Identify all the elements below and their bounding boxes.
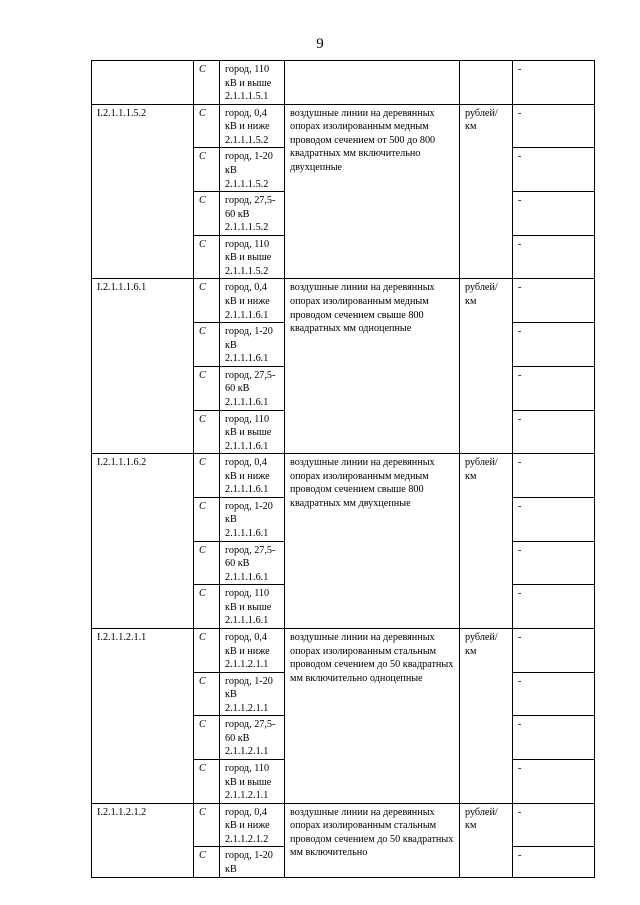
value-cell: - [513,410,595,454]
tariff-table [91,60,595,878]
value-cell: - [513,148,595,192]
unit-cell: рублей/км [460,454,513,629]
category-cell: С [194,410,220,454]
table-row [92,279,595,323]
unit-cell: рублей/км [460,803,513,877]
territory-cell: город, 1-20 кВ 2.1.1.1.6.1 [220,323,285,367]
code-cell: I.2.1.1.1.6.1 [92,279,194,454]
table-row [92,803,595,847]
unit-cell: рублей/км [460,104,513,279]
value-cell: - [513,541,595,585]
category-cell: С [194,803,220,847]
description-cell: воздушные линии на деревянных опорах изолированным медным проводом сечением от 500 до 800 квадратных мм включительно двухцепные [285,104,460,279]
table-row [92,104,595,148]
description-cell: воздушные линии на деревянных опорах изолированным медным проводом сечением свыше 800 квадратных мм двухцепные [285,454,460,629]
description-cell: воздушные линии на деревянных опорах изолированным медным проводом сечением свыше 800 квадратных мм одноцепные [285,279,460,454]
value-cell: - [513,847,595,877]
table-row [92,628,595,672]
category-cell: С [194,148,220,192]
value-cell: - [513,323,595,367]
territory-cell: город, 0,4 кВ и ниже 2.1.1.1.6.1 [220,279,285,323]
table-row [92,454,595,498]
category-cell: С [194,235,220,279]
category-cell: С [194,541,220,585]
description-cell: воздушные линии на деревянных опорах изолированным стальным проводом сечением до 50 квадратных мм включительно одноцепные [285,628,460,803]
category-cell: С [194,454,220,498]
value-cell: - [513,104,595,148]
territory-cell: город, 27,5-60 кВ 2.1.1.1.6.1 [220,541,285,585]
category-cell: С [194,366,220,410]
category-cell: С [194,628,220,672]
territory-cell: город, 1-20 кВ 2.1.1.1.6.1 [220,497,285,541]
value-cell: - [513,454,595,498]
code-cell [92,61,194,105]
territory-cell: город, 1-20 кВ [220,847,285,877]
value-cell: - [513,803,595,847]
territory-cell: город, 0,4 кВ и ниже 2.1.1.2.1.1 [220,628,285,672]
page-number: 9 [316,36,324,52]
description-cell [285,61,460,105]
value-cell: - [513,672,595,716]
territory-cell: город, 110 кВ и выше 2.1.1.1.6.1 [220,585,285,629]
code-cell: I.2.1.1.2.1.1 [92,628,194,803]
territory-cell: город, 110 кВ и выше 2.1.1.1.5.1 [220,61,285,105]
value-cell: - [513,716,595,760]
category-cell: С [194,104,220,148]
value-cell: - [513,760,595,804]
code-cell: I.2.1.1.1.6.2 [92,454,194,629]
code-cell: I.2.1.1.1.5.2 [92,104,194,279]
category-cell: С [194,716,220,760]
value-cell: - [513,366,595,410]
territory-cell: город, 110 кВ и выше 2.1.1.1.5.2 [220,235,285,279]
category-cell: С [194,760,220,804]
unit-cell [460,61,513,105]
value-cell: - [513,497,595,541]
value-cell: - [513,192,595,236]
category-cell: С [194,847,220,877]
table-body [92,61,595,878]
unit-cell: рублей/км [460,628,513,803]
territory-cell: город, 0,4 кВ и ниже 2.1.1.1.5.2 [220,104,285,148]
value-cell: - [513,279,595,323]
description-cell: воздушные линии на деревянных опорах изолированным стальным проводом сечением до 50 квадратных мм включительно [285,803,460,877]
territory-cell: город, 1-20 кВ 2.1.1.2.1.1 [220,672,285,716]
territory-cell: город, 110 кВ и выше 2.1.1.1.6.1 [220,410,285,454]
territory-cell: город, 27,5-60 кВ 2.1.1.2.1.1 [220,716,285,760]
category-cell: С [194,672,220,716]
territory-cell: город, 0,4 кВ и ниже 2.1.1.2.1.2 [220,803,285,847]
category-cell: С [194,323,220,367]
category-cell: С [194,192,220,236]
category-cell: С [194,279,220,323]
territory-cell: город, 1-20 кВ 2.1.1.1.5.2 [220,148,285,192]
value-cell: - [513,235,595,279]
value-cell: - [513,61,595,105]
category-cell: С [194,497,220,541]
category-cell: С [194,585,220,629]
territory-cell: город, 0,4 кВ и ниже 2.1.1.1.6.1 [220,454,285,498]
code-cell: I.2.1.1.2.1.2 [92,803,194,877]
territory-cell: город, 27,5-60 кВ 2.1.1.1.5.2 [220,192,285,236]
unit-cell: рублей/км [460,279,513,454]
territory-cell: город, 27,5-60 кВ 2.1.1.1.6.1 [220,366,285,410]
territory-cell: город, 110 кВ и выше 2.1.1.2.1.1 [220,760,285,804]
table-row-continuation [92,61,595,105]
value-cell: - [513,628,595,672]
value-cell: - [513,585,595,629]
category-cell: С [194,61,220,105]
